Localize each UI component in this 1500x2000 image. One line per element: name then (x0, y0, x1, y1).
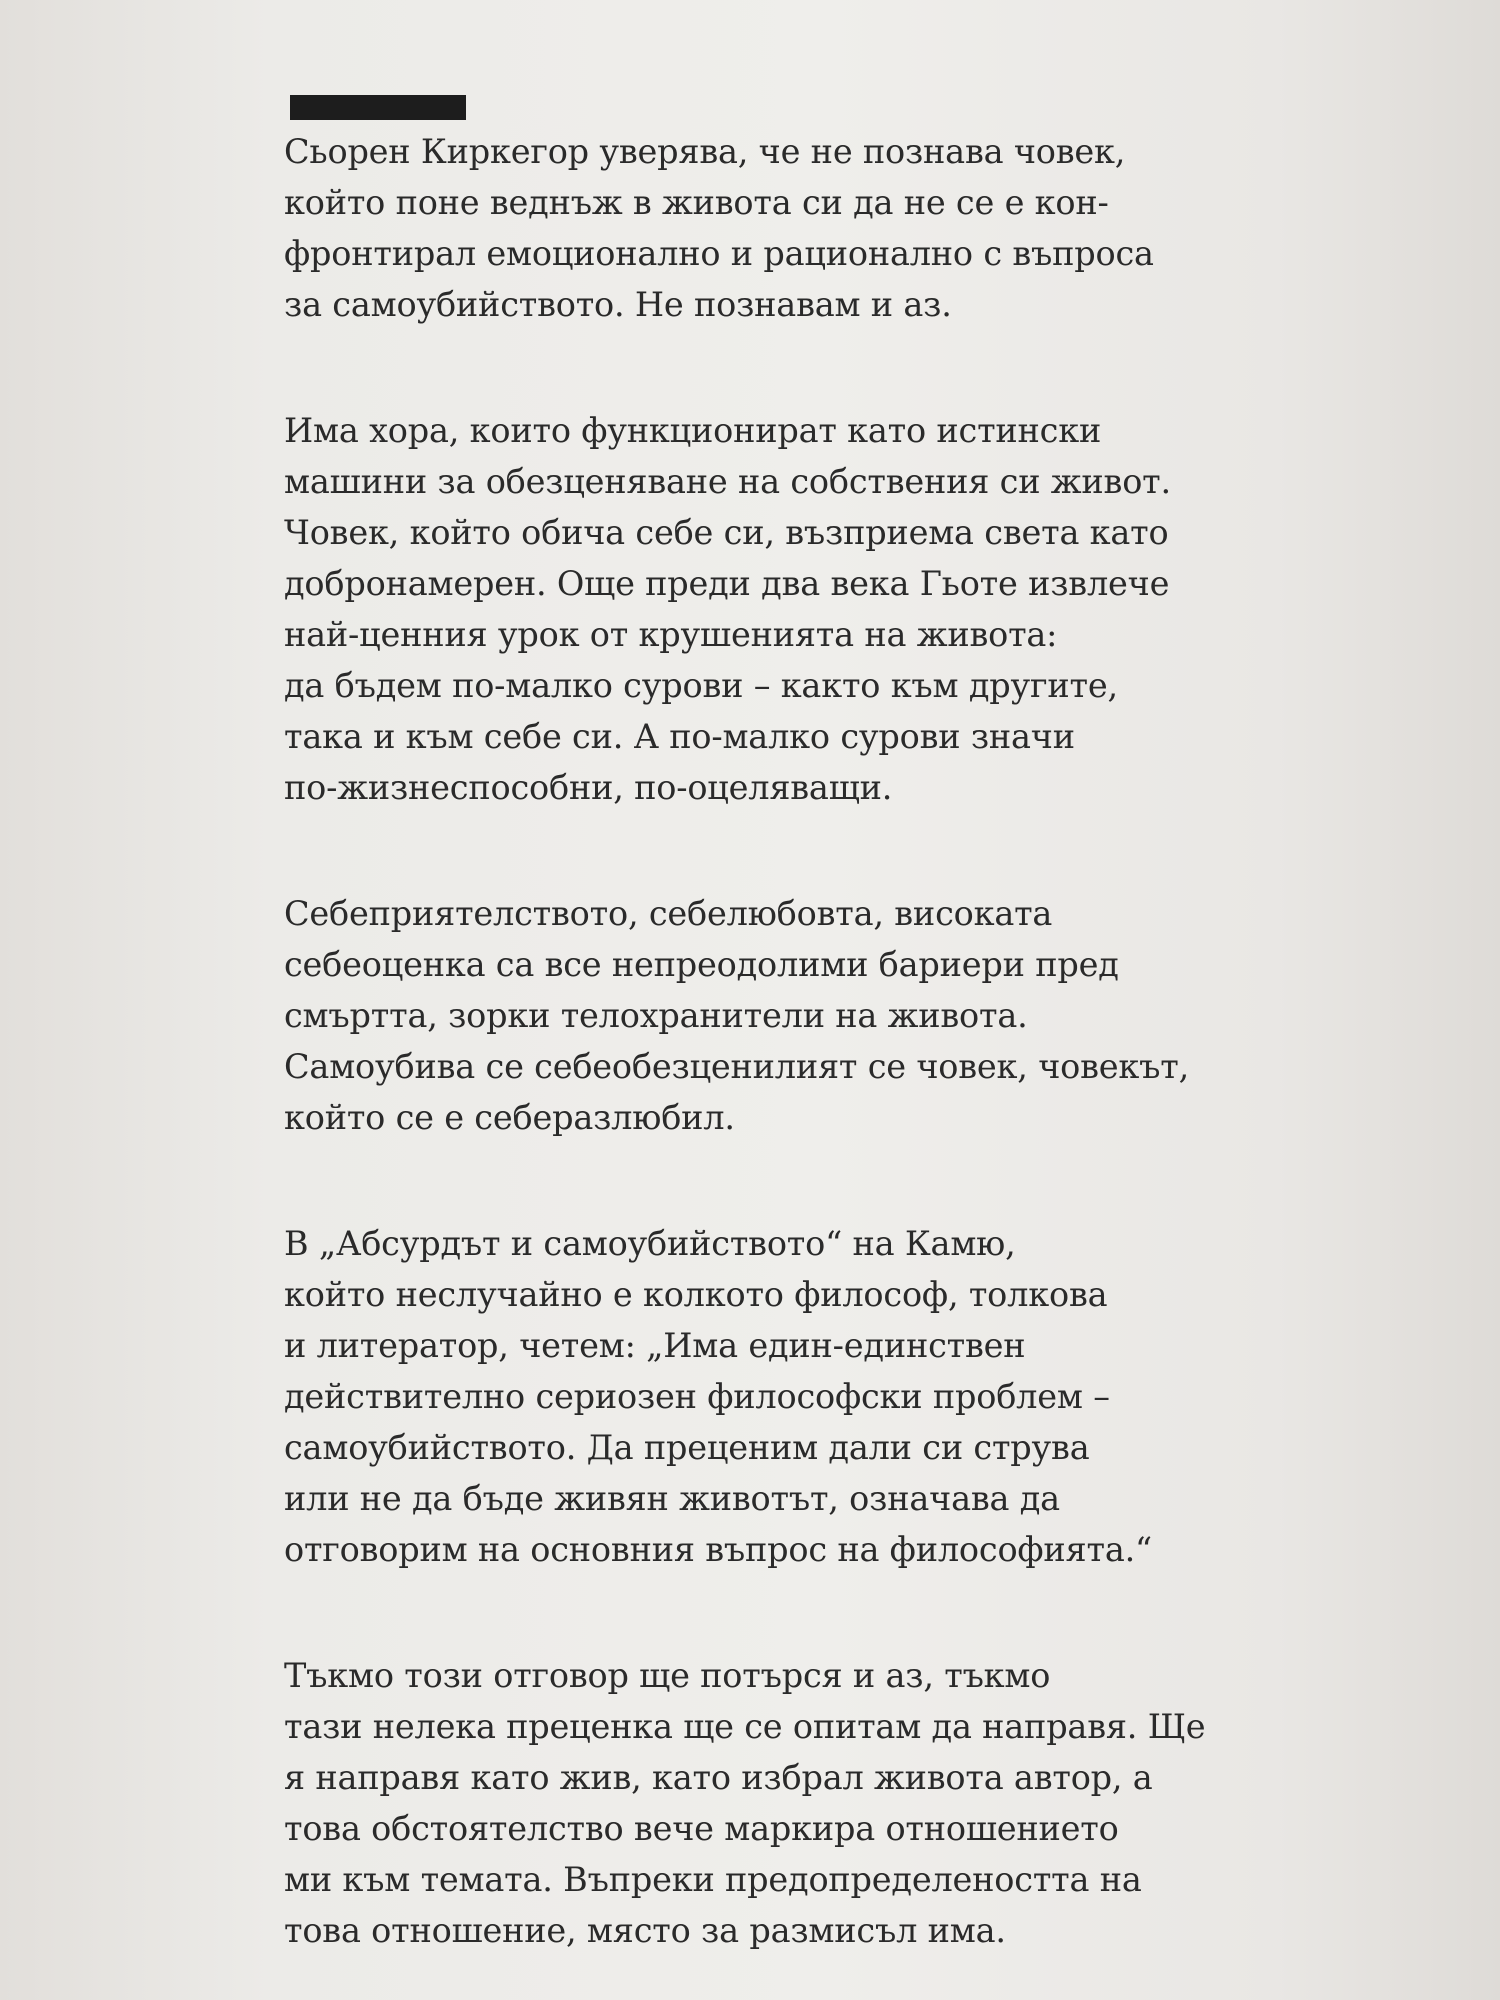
text-line: фронтирал емоционално и рационално с въпроса (284, 234, 1154, 273)
text-line: ми към темата. Въпреки предопределеността на (284, 1860, 1142, 1899)
text-line: машини за обезценяване на собствения си живот. (284, 462, 1171, 501)
paragraph-5 (284, 1650, 1314, 1956)
text-line: Човек, който обича себе си, възприема света като (284, 513, 1169, 552)
paragraph-4 (284, 1218, 1314, 1575)
text-line: който неслучайно е колкото философ, толкова (284, 1275, 1108, 1314)
text-line: себеоценка са все непреодолими бариери пред (284, 945, 1119, 984)
text-line: Има хора, които функционират като истински (284, 411, 1102, 450)
paragraph-2 (284, 405, 1314, 813)
section-marker-bar (290, 95, 466, 120)
text-line: действително сериозен философски проблем – (284, 1377, 1110, 1416)
text-line: смъртта, зорки телохранители на живота. (284, 996, 1028, 1035)
paragraph-1 (284, 126, 1314, 330)
text-line: Самоубива се себеобезценилият се човек, човекът, (284, 1047, 1190, 1086)
text-line: това отношение, място за размисъл има. (284, 1911, 1006, 1950)
paragraph-3 (284, 888, 1314, 1143)
text-line: В „Абсурдът и самоубийството“ на Камю, (284, 1224, 1016, 1263)
text-line: Сьорен Киркегор уверява, че не познава човек, (284, 132, 1126, 171)
text-line: и литератор, четем: „Има един-единствен (284, 1326, 1026, 1365)
text-line: добронамерен. Още преди два века Гьоте извлече (284, 564, 1170, 603)
text-line: Себеприятелството, себелюбовта, високата (284, 894, 1053, 933)
text-line: Тъкмо този отговор ще потърся и аз, тъкмо (284, 1656, 1051, 1695)
text-line: да бъдем по-малко сурови – както към другите, (284, 666, 1118, 705)
text-line: така и към себе си. А по-малко сурови значи (284, 717, 1075, 756)
body-text (284, 126, 1314, 1956)
text-line: най-ценния урок от крушенията на живота: (284, 615, 1058, 654)
text-line: това обстоятелство вече маркира отношението (284, 1809, 1119, 1848)
text-line: за самоубийството. Не познавам и аз. (284, 285, 952, 324)
text-line: я направя като жив, като избрал живота автор, а (284, 1758, 1153, 1797)
text-line: по-жизнеспособни, по-оцеляващи. (284, 768, 893, 807)
text-line: самоубийството. Да преценим дали си струва (284, 1428, 1090, 1467)
text-line: който поне веднъж в живота си да не се е кон- (284, 183, 1109, 222)
text-line: тази нелека преценка ще се опитам да направя. Ще (284, 1707, 1206, 1746)
text-line: отговорим на основния въпрос на философията.“ (284, 1530, 1152, 1569)
text-line: който се е себеразлюбил. (284, 1098, 735, 1137)
paragraph-spacer (284, 1143, 1314, 1218)
paragraph-spacer (284, 813, 1314, 888)
paragraph-spacer (284, 330, 1314, 405)
paragraph-spacer (284, 1575, 1314, 1650)
text-line: или не да бъде живян животът, означава да (284, 1479, 1060, 1518)
